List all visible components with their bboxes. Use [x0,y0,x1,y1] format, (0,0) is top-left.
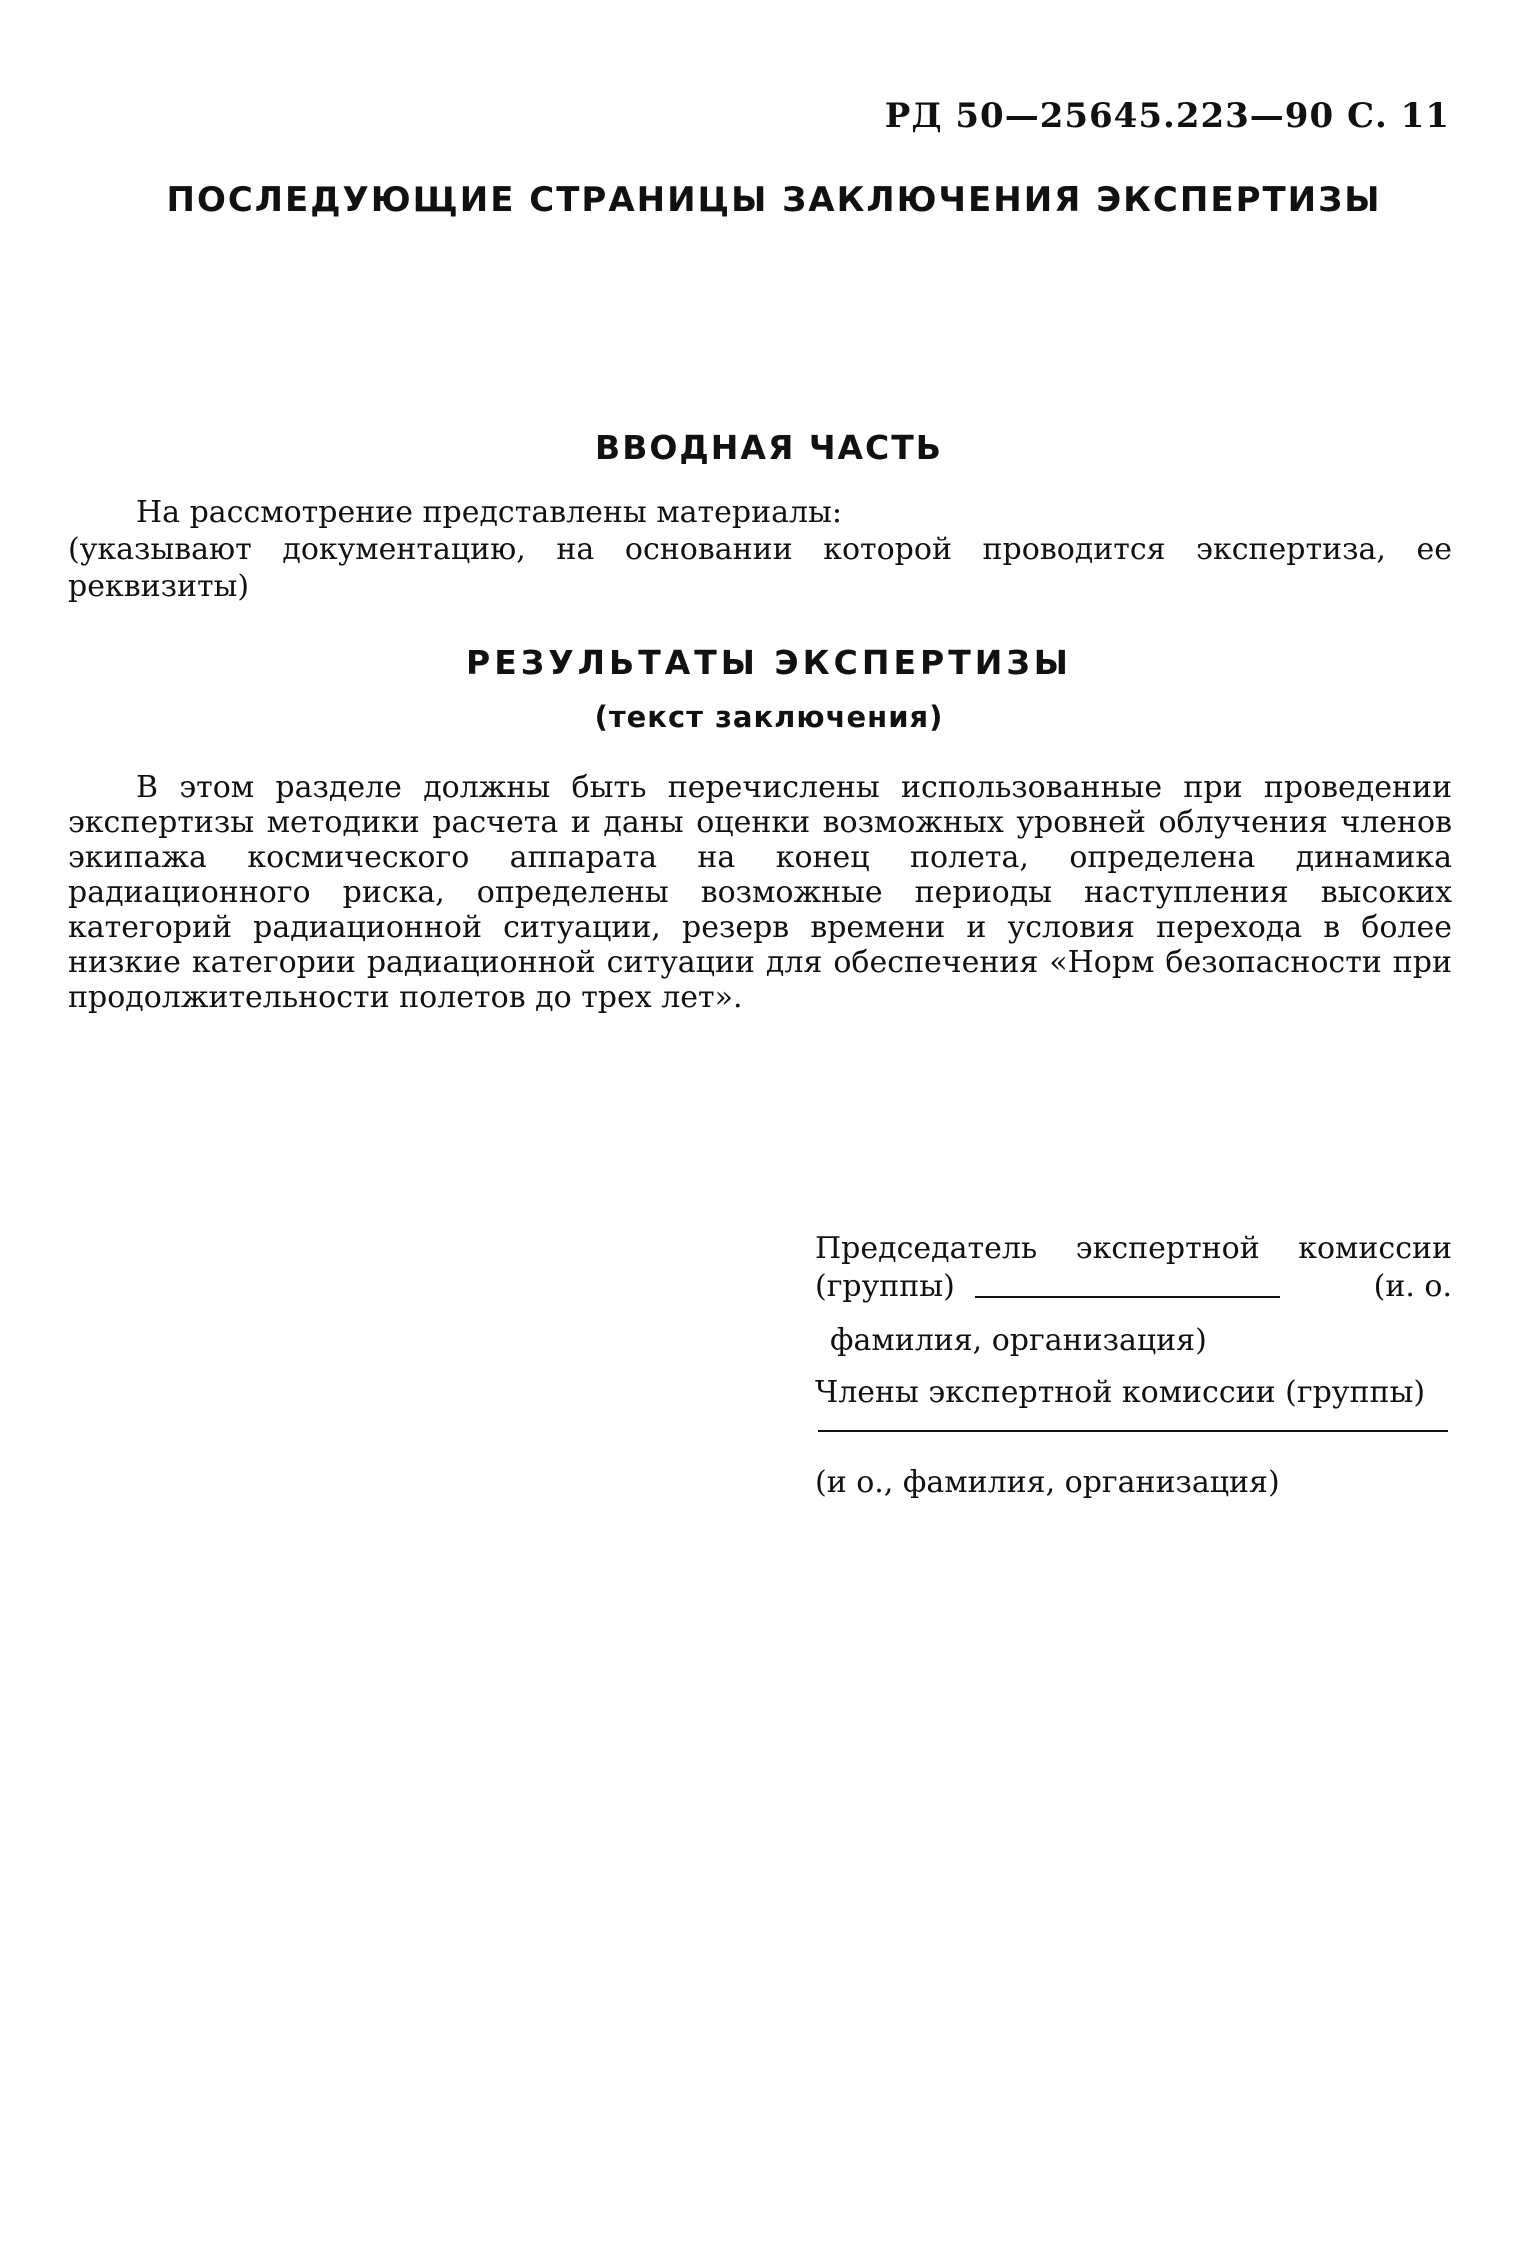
members-details-label: (и о., фамилия, организация) [815,1465,1280,1500]
chairman-io-label: (и. о. [1373,1269,1452,1304]
members-signature-blank [818,1430,1448,1432]
intro-instruction: (указывают документацию, на основании которой проводится экспертиза, ее реквизиты) [68,532,1452,604]
members-label: Члены экспертной комиссии (группы) [815,1375,1426,1410]
page-title: ПОСЛЕДУЮЩИЕ СТРАНИЦЫ ЗАКЛЮЧЕНИЯ ЭКСПЕРТИЗЫ [166,180,1382,220]
results-heading: РЕЗУЛЬТАТЫ ЭКСПЕРТИЗЫ [466,643,1072,682]
chairman-signature-blank [975,1295,1280,1298]
chairman-word-3: комиссии [1298,1231,1452,1266]
results-text: В этом разделе должны быть перечислены использованные при проведении экспертизы методики расчета и даны оценки возможных уровней облучения членов экипажа космического аппарата на конец полета, определена динамика радиационного риска, определены возможные периоды наступления высоких категорий радиационной ситуации, резерв времени и условия перехода в более низкие категории радиационной ситуации для обеспечения «Норм безопасности при продолжительности полетов до трех лет». [68,770,1452,1015]
document-reference: РД 50—25645.223—90 С. 11 [884,96,1450,136]
chairman-word-1: Председатель [815,1231,1038,1266]
chairman-signature-line [815,1268,1452,1306]
chairman-label [815,1230,1452,1268]
intro-text: На рассмотрение представлены материалы: [136,495,843,530]
results-subheading: (текст заключения) [594,700,944,734]
chairman-group-label: (группы) [815,1269,955,1304]
intro-heading: ВВОДНАЯ ЧАСТЬ [595,428,943,467]
chairman-details-label: фамилия, организация) [830,1323,1207,1358]
chairman-word-2: экспертной [1075,1231,1260,1266]
